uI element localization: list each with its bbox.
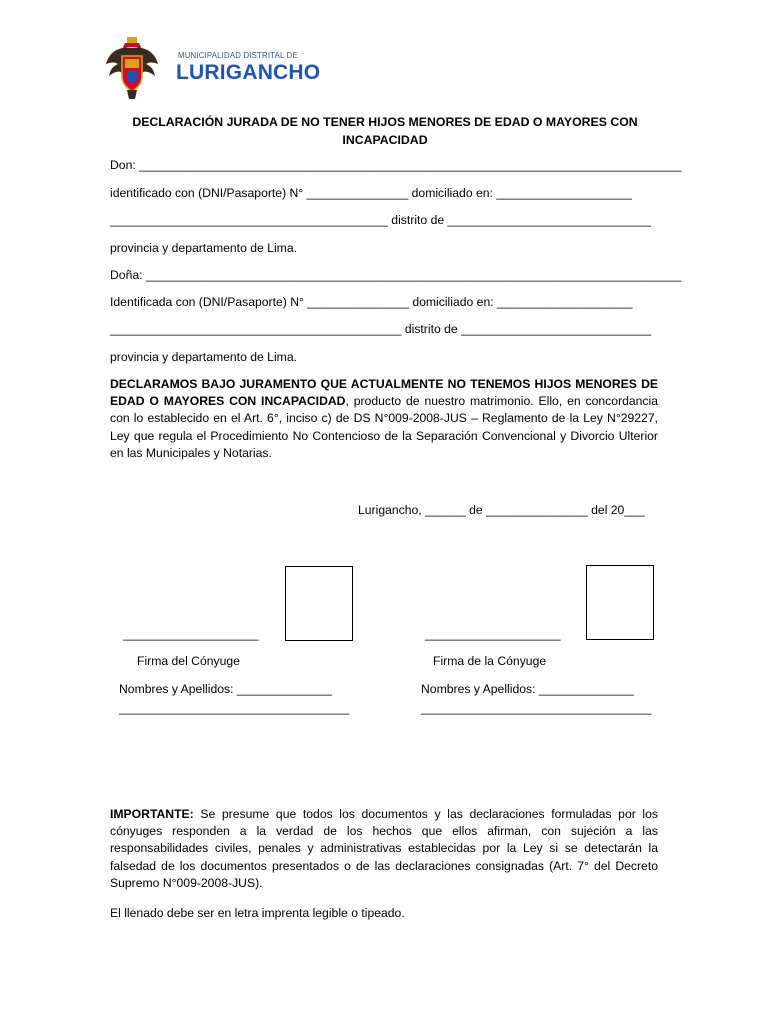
declaration-rest: , producto de nuestro matrimonio. Ello, en concordancia con lo establecido en el Art. 6°, inciso c) de DS N°009-2008-JUS – Reglamento de la Ley N°29227, Ley que regula el Procedimiento No Contencioso de la Separación Convencional y Divorcio Ulterior en las Municipales y Notarias.	[110, 394, 658, 460]
dona-field: Doña: _______________________________________________________________________________	[110, 268, 682, 282]
don-province-text: provincia y departamento de Lima.	[110, 241, 297, 255]
title-line-1: DECLARACIÓN JURADA DE NO TENER HIJOS MENORES DE EDAD O MAYORES CON	[132, 115, 638, 129]
signature-line-right: ____________________	[425, 627, 561, 641]
fingerprint-box-left	[285, 566, 353, 641]
document-title	[110, 113, 660, 149]
dona-province-text: provincia y departamento de Lima.	[110, 350, 297, 364]
title-line-2: INCAPACIDAD	[342, 133, 428, 147]
filling-instructions: El llenado debe ser en letra imprenta legible o tipeado.	[110, 906, 405, 920]
signature-label-right: Firma de la Cónyuge	[433, 654, 547, 668]
important-notice	[110, 806, 658, 892]
important-text: Se presume que todos los documentos y las declaraciones formuladas por los cónyuges responden a la verdad de los hechos que ellos afirman, con sujeción a las responsabilidades civiles, penales y administrativas establecidas por la Ley si se detectarán la falsedad de los documentos presentados o de las declaraciones consignadas (Art. 7° del Decreto Supremo N°009-2008-JUS).	[110, 807, 658, 890]
don-field: Don: ________________________________________________________________________________	[110, 158, 682, 172]
fingerprint-box-right	[586, 565, 654, 640]
important-label: IMPORTANTE:	[110, 807, 194, 821]
logo-subtitle: MUNICIPALIDAD DISTRITAL DE	[178, 51, 298, 60]
logo-title: LURIGANCHO	[176, 61, 321, 84]
don-distrito-field: _________________________________________ distrito de ______________________________	[110, 213, 651, 227]
coat-of-arms-emblem	[105, 36, 159, 100]
signature-line-left: ____________________	[123, 627, 259, 641]
signature-label-left: Firma del Cónyuge	[137, 654, 240, 668]
date-line: Lurigancho, ______ de _______________ del 20___	[358, 503, 645, 517]
names-line-left: __________________________________	[119, 701, 350, 715]
names-field-right: Nombres y Apellidos: ______________	[421, 682, 634, 696]
dona-distrito-field: ___________________________________________ distrito de ____________________________	[110, 322, 651, 336]
declaration-bold: DECLARAMOS BAJO JURAMENTO QUE ACTUALMENTE NO TENEMOS HIJOS MENORES DE EDAD O MAYORES CON INCAPACIDAD	[110, 377, 658, 409]
municipality-logo	[100, 36, 321, 102]
declaration-paragraph	[110, 376, 658, 462]
don-id-field: identificado con (DNI/Pasaporte) N° _______________ domiciliado en: ____________________	[110, 186, 632, 200]
names-line-right: __________________________________	[421, 701, 652, 715]
names-field-left: Nombres y Apellidos: ______________	[119, 682, 332, 696]
dona-id-field: Identificada con (DNI/Pasaporte) N° _______________ domiciliado en: ____________________	[110, 295, 633, 309]
